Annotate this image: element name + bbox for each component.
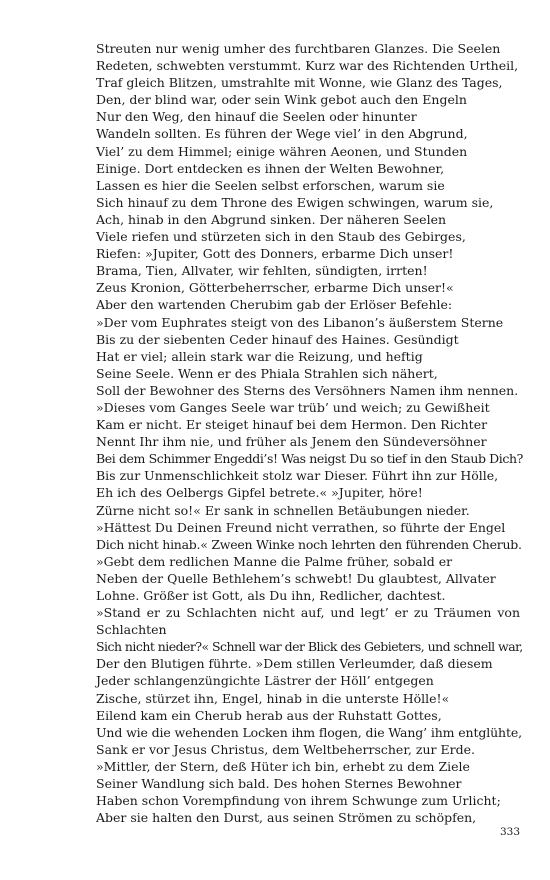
verse-line: Sich nicht nieder?« Schnell war der Blick des Gebieters, und schnell war, [96,639,523,655]
verse-line: Eh ich des Oelbergs Gipfel betrete.« »Jupiter, höre! [96,485,423,501]
verse-line: Der den Blutigen führte. »Dem stillen Verleumder, daß diesem [96,656,493,672]
verse-line: Bei dem Schimmer Engeddi’s! Was neigst Du so tief in den Staub Dich? [96,451,523,467]
verse-line: »Mittler, der Stern, deß Hüter ich bin, erhebt zu dem Ziele [96,758,470,774]
verse-line: Haben schon Vorempfindung von ihrem Schwunge zum Urlicht; [96,793,501,809]
verse-line: Und wie die wehenden Locken ihm flogen, die Wang’ ihm entglühte, [96,724,523,740]
verse-line: »Hättest Du Deinen Freund nicht verrathen, so führte der Engel [96,519,506,535]
verse-line: Soll der Bewohner des Sterns des Versöhners Namen ihm nennen. [96,382,519,398]
verse-line: Riefen: »Jupiter, Gott des Donners, erbarme Dich unser! [96,246,454,262]
verse-line: Nur den Weg, den hinauf die Seelen oder hinunter [96,109,417,125]
verse-line: Viel’ zu dem Himmel; einige währen Aeonen, und Stunden [96,143,468,159]
verse-line: Sich hinauf zu dem Throne des Ewigen schwingen, warum sie, [96,194,494,210]
verse-line: Seine Seele. Wenn er des Phiala Strahlen sich nähert, [96,365,438,381]
verse-line: »Dieses vom Ganges Seele war trüb’ und weich; zu Gewißheit [96,399,490,415]
verse-line: Aber den wartenden Cherubim gab der Erlöser Befehle: [96,297,453,313]
verse-line: Lassen es hier die Seelen selbst erforschen, warum sie [96,177,445,193]
verse-line: Sank er vor Jesus Christus, dem Weltbeherrscher, zur Erde. [96,741,475,757]
verse-line: Streuten nur wenig umher des furchtbaren Glanzes. Die Seelen [96,41,501,56]
verse-line: Zische, stürzet ihn, Engel, hinab in die unterste Hölle!« [96,690,450,706]
verse-line: Aber sie halten den Durst, aus seinen Strömen zu schöpfen, [96,810,477,826]
verse-line: Nennt Ihr ihm nie, und früher als Jenem den Sündeversöhner [96,434,487,450]
verse-line: »Der vom Euphrates steigt von des Libanon’s äußerstem Sterne [96,314,504,330]
verse-line: Hat er viel; allein stark war die Reizung, und heftig [96,348,423,364]
verse-line: »Gebt dem redlichen Manne die Palme früher, sobald er [96,553,453,569]
verse-line: Zeus Kronion, Götterbeherrscher, erbarme Dich unser!« [96,280,454,296]
page-number: 333 [499,826,520,838]
verse-line: Neben der Quelle Bethlehem’s schwebt! Du glaubtest, Allvater [96,570,496,586]
verse-line: Jeder schlangenzüngichte Lästrer der Höll’ entgegen [96,673,434,689]
verse-line: Zürne nicht so!« Er sank in schnellen Betäubungen nieder. [96,502,470,518]
verse-line: Einige. Dort entdecken es ihnen der Welten Bewohner, [96,160,445,176]
verse-line: Brama, Tien, Allvater, wir fehlten, sündigten, irrten! [96,263,428,279]
verse-line: Bis zu der siebenten Ceder hinauf des Haines. Gesündigt [96,331,459,347]
verse-line: Den, der blind war, oder sein Wink gebot auch den Engeln [96,92,467,108]
verse-line: Bis zur Unmenschlichkeit stolz war Dieser. Führt ihn zur Hölle, [96,468,499,484]
verse-text-block [96,40,523,826]
verse-line: Seiner Wandlung sich bald. Des hohen Sternes Bewohner [96,776,462,792]
verse-line: Eilend kam ein Cherub herab aus der Ruhstatt Gottes, [96,707,442,723]
verse-line: Kam er nicht. Er steiget hinauf bei dem Hermon. Den Richter [96,417,488,433]
verse-line: Lohne. Größer ist Gott, als Du ihn, Redlicher, dachtest. [96,588,446,603]
verse-line: Viele riefen und stürzeten sich in den Staub des Gebirges, [96,229,466,245]
verse-line: Dich nicht hinab.« Zween Winke noch lehrten den führenden Cherub. [96,536,522,552]
verse-line: Wandeln sollten. Es führen der Wege viel’ in den Abgrund, [96,126,468,142]
verse-line-wrapped: »Stand er zu Schlachten nicht auf, und legt’ er zu Träumen von Schlachten [96,605,520,638]
verse-line: Redeten, schwebten verstummt. Kurz war des Richtenden Urtheil, [96,58,519,74]
verse-line: Traf gleich Blitzen, umstrahlte mit Wonne, wie Glanz des Tages, [96,75,503,91]
verse-line: Ach, hinab in den Abgrund sinken. Der näheren Seelen [96,211,447,227]
